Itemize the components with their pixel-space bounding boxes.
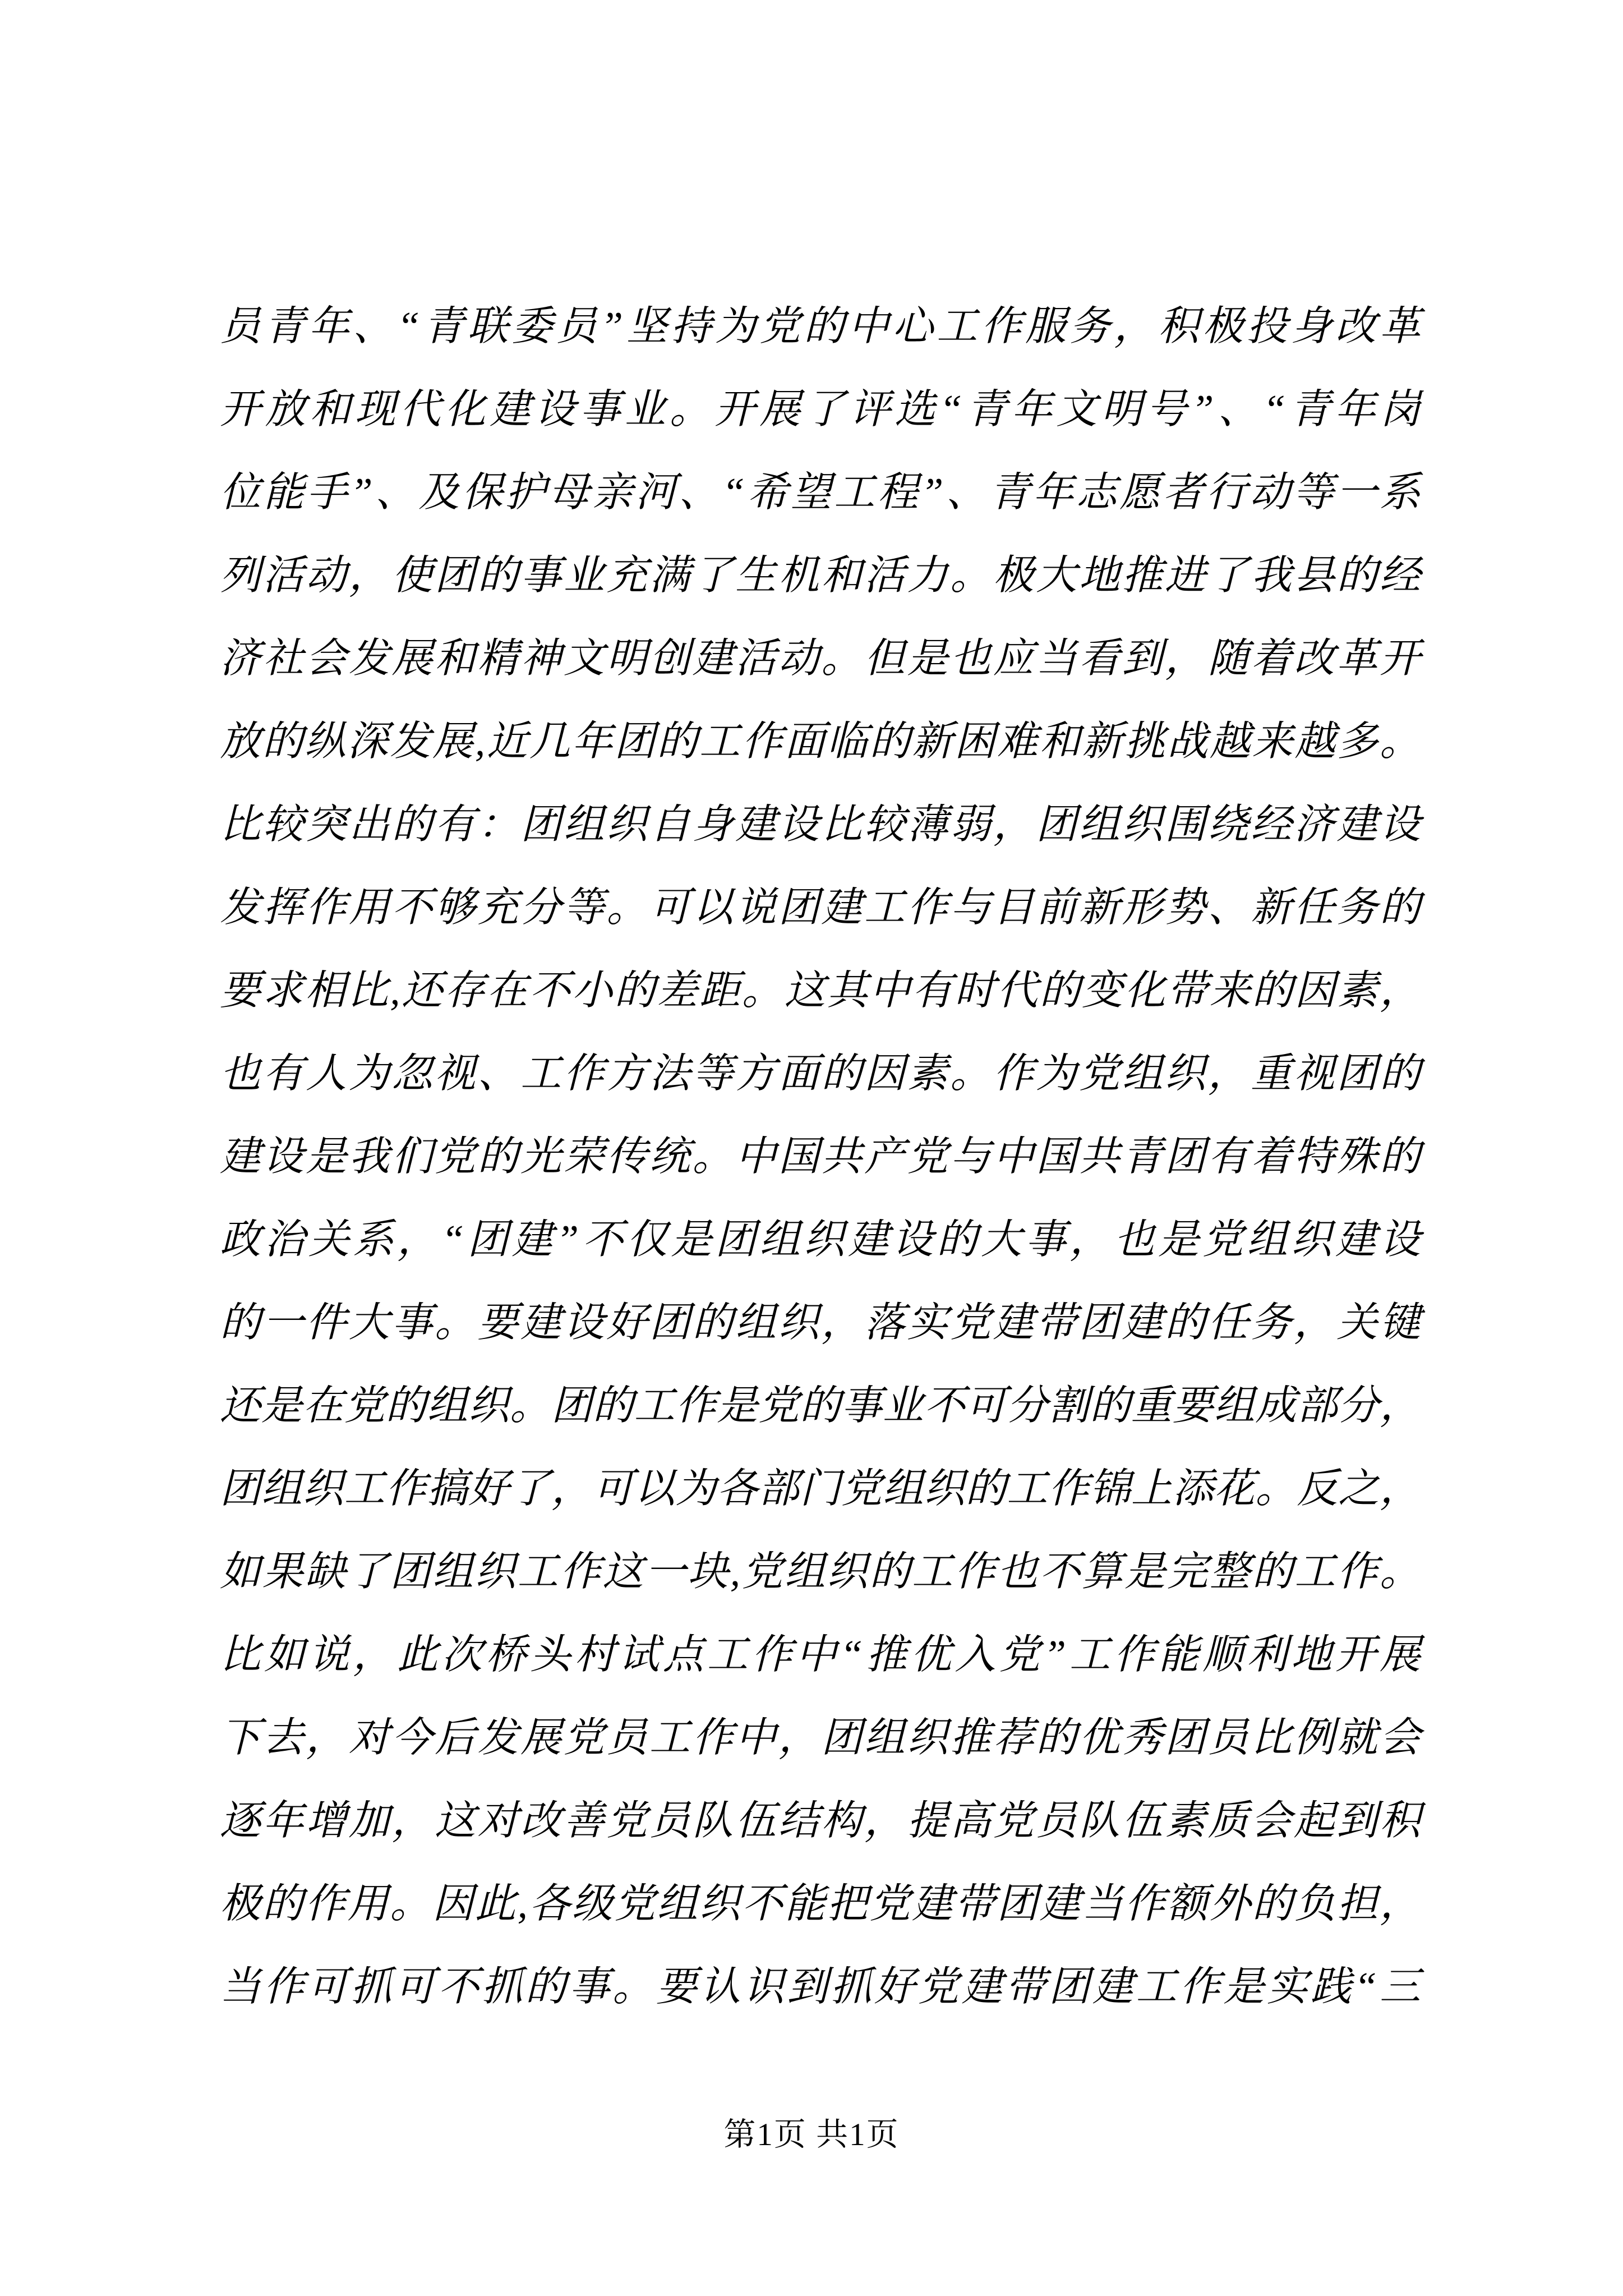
- text-line: 极的作用。因此,各级党组织不能把党建带团建当作额外的负担，: [220, 1881, 1421, 1926]
- text-line: 团组织工作搞好了，可以为各部门党组织的工作锦上添花。反之，: [220, 1466, 1421, 1511]
- text-line: 放的纵深发展,近几年团的工作面临的新困难和新挑战越来越多。: [220, 719, 1421, 764]
- text-line: 员青年、“青联委员”坚持为党的中心工作服务，积极投身改革: [220, 303, 1421, 349]
- text-line: 比较突出的有：团组织自身建设比较薄弱，团组织围绕经济建设: [220, 802, 1421, 847]
- page-footer: 第1页 共1页: [723, 2117, 900, 2152]
- text-line: 开放和现代化建设事业。开展了评选“青年文明号”、“青年岗: [220, 386, 1421, 432]
- text-line: 政治关系，“团建”不仅是团组织建设的大事，也是党组织建设: [220, 1217, 1421, 1262]
- text-line: 比如说，此次桥头村试点工作中“推优入党”工作能顺利地开展: [220, 1632, 1421, 1677]
- text-line: 要求相比,还存在不小的差距。这其中有时代的变化带来的因素，: [220, 968, 1421, 1013]
- body-text: [220, 285, 1421, 2028]
- text-line: 建设是我们党的光荣传统。中国共产党与中国共青团有着特殊的: [220, 1134, 1421, 1179]
- text-line: 如果缺了团组织工作这一块,党组织的工作也不算是完整的工作。: [220, 1549, 1421, 1594]
- text-line: 也有人为忽视、工作方法等方面的因素。作为党组织，重视团的: [220, 1051, 1421, 1096]
- text-line: 还是在党的组织。团的工作是党的事业不可分割的重要组成部分，: [220, 1383, 1421, 1428]
- text-line: 逐年增加，这对改善党员队伍结构，提高党员队伍素质会起到积: [220, 1798, 1421, 1843]
- text-line: 下去，对今后发展党员工作中，团组织推荐的优秀团员比例就会: [220, 1715, 1421, 1760]
- text-line: 济社会发展和精神文明创建活动。但是也应当看到，随着改革开: [220, 636, 1421, 681]
- text-line: 发挥作用不够充分等。可以说团建工作与目前新形势、新任务的: [220, 885, 1421, 930]
- text-line: 列活动，使团的事业充满了生机和活力。极大地推进了我县的经: [220, 553, 1421, 598]
- text-line: 当作可抓可不抓的事。要认识到抓好党建带团建工作是实践“三: [220, 1964, 1421, 2009]
- text-line: 位能手”、及保护母亲河、“希望工程”、青年志愿者行动等一系: [220, 470, 1421, 515]
- text-line: 的一件大事。要建设好团的组织，落实党建带团建的任务，关键: [220, 1300, 1421, 1345]
